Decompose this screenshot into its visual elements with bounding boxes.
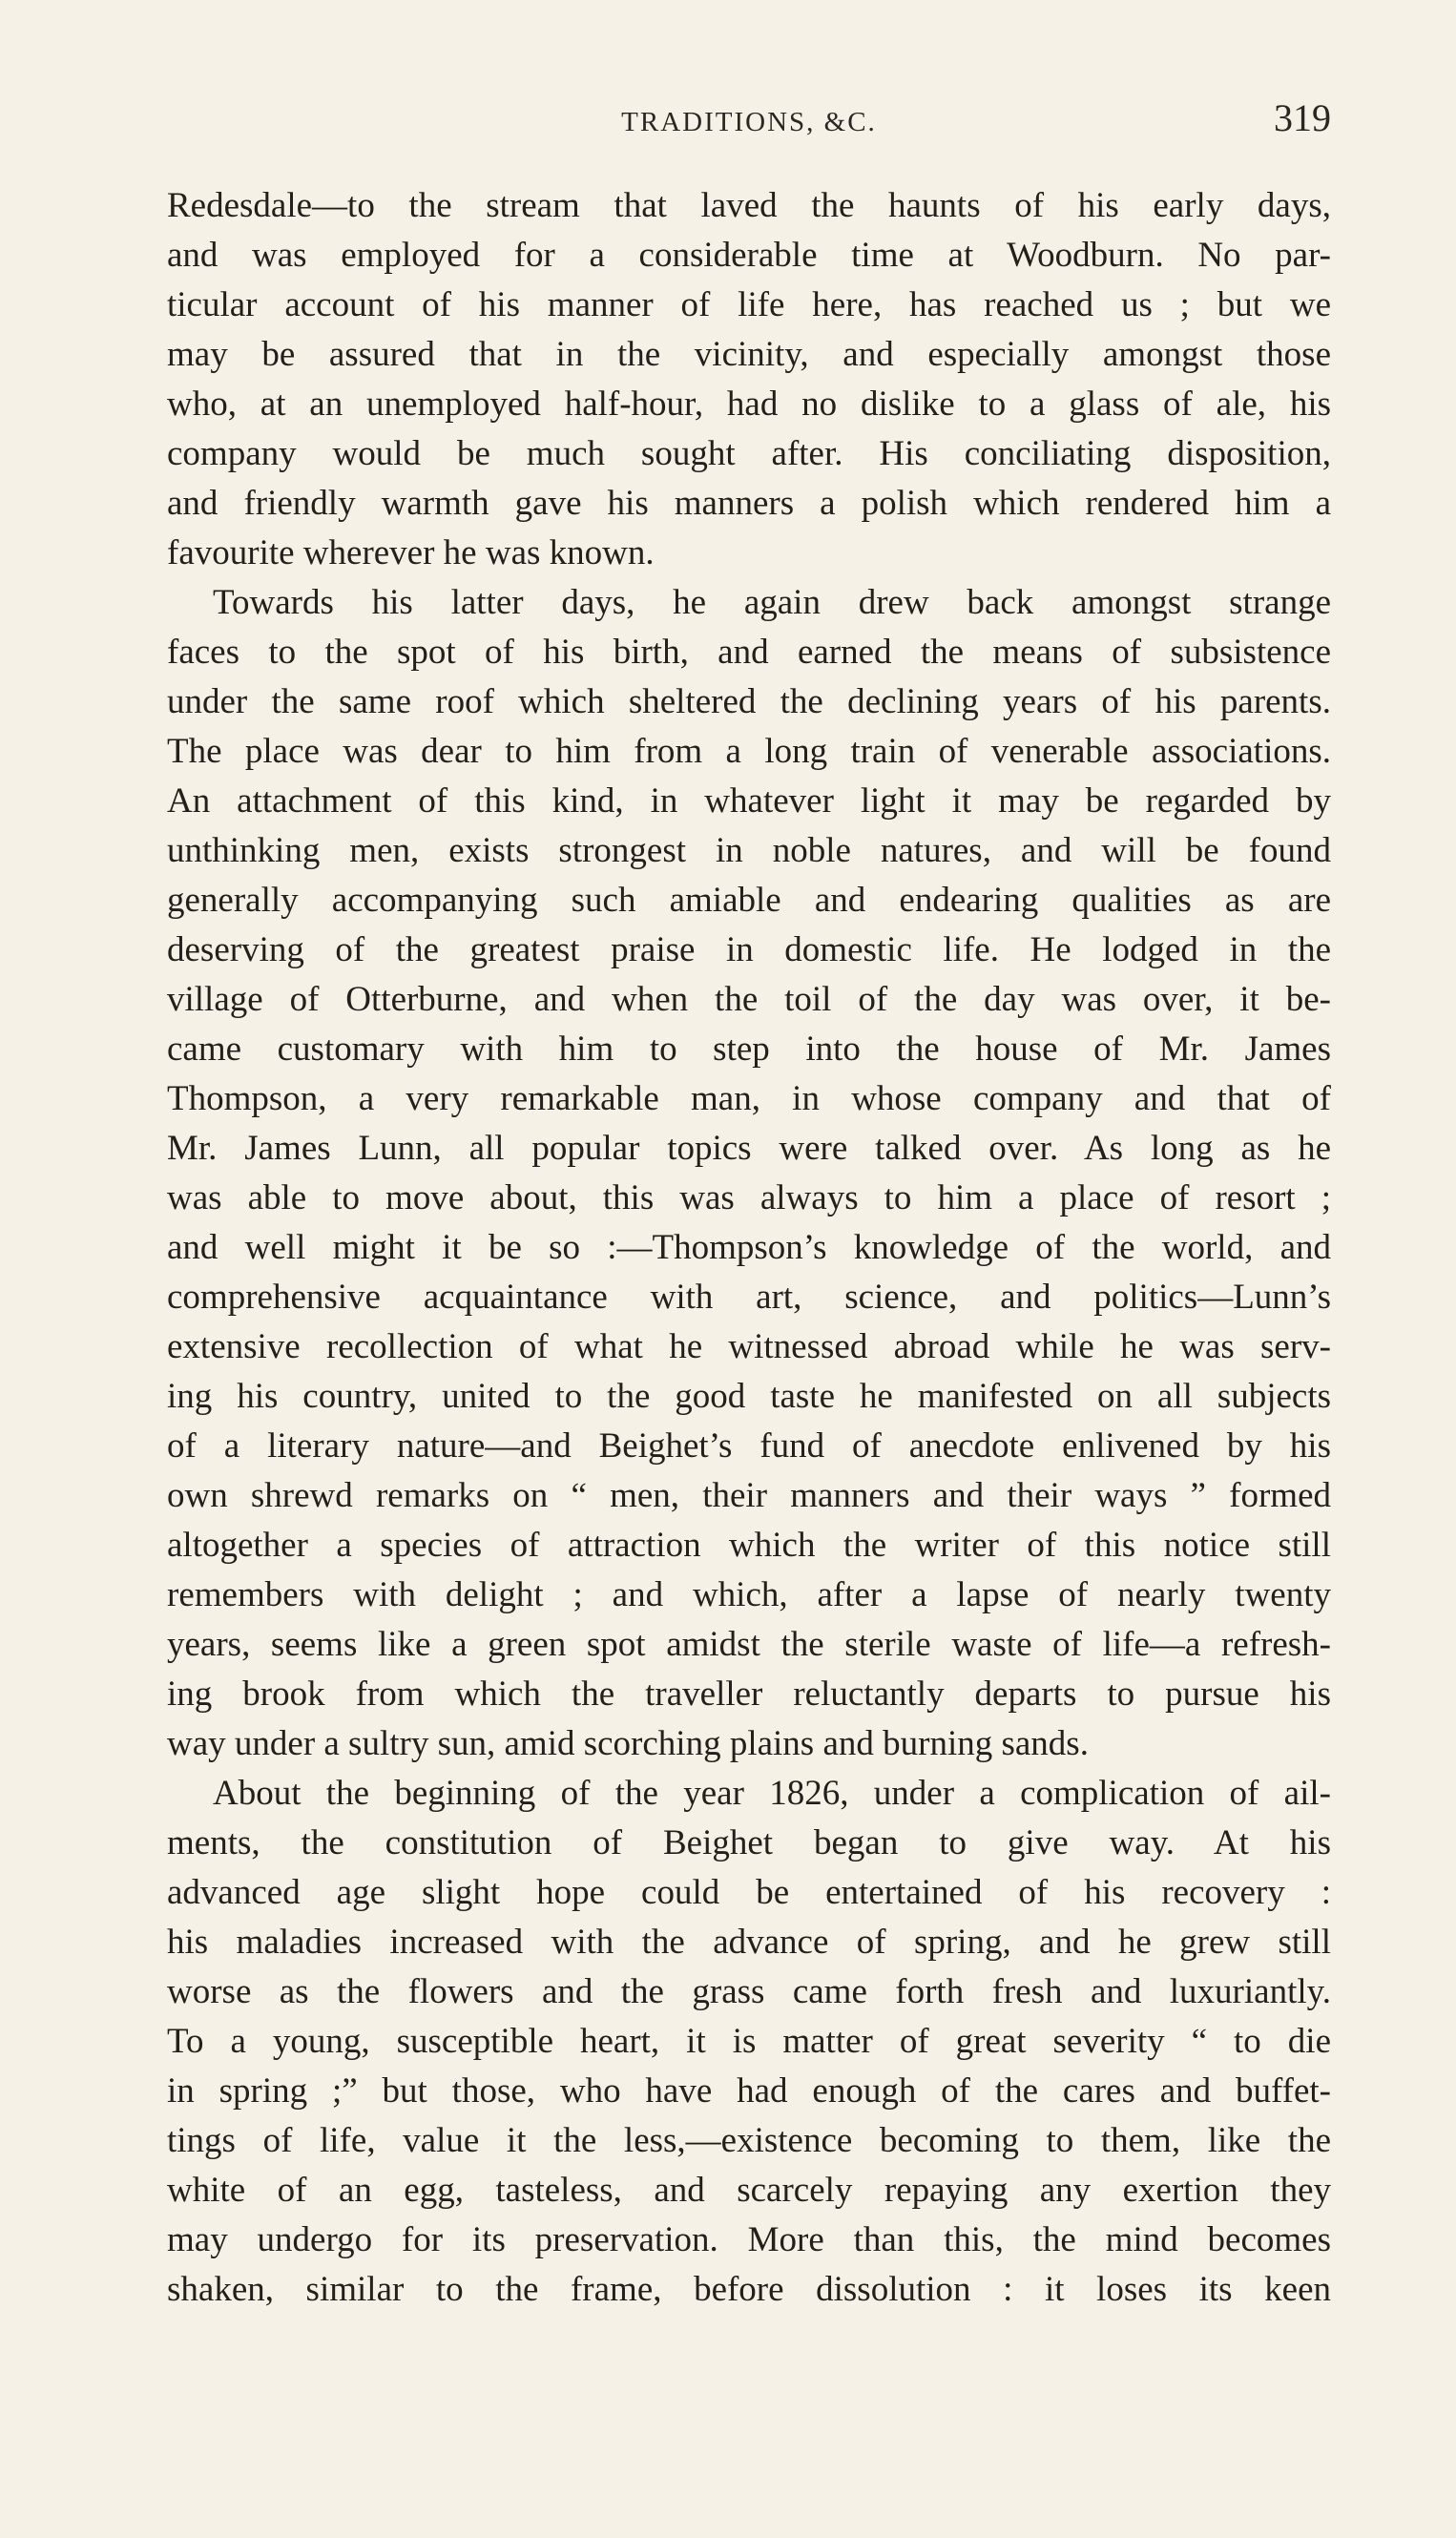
text-line: was able to move about, this was always to him a place of resort ; xyxy=(167,1178,1331,1217)
text-line: his maladies increased with the advance of spring, and he grew still xyxy=(167,1923,1331,1962)
text-line: worse as the flowers and the grass came forth fresh and luxuriantly. xyxy=(167,1972,1331,2011)
text-line: extensive recollection of what he witnessed abroad while he was serv- xyxy=(167,1327,1331,1366)
text-line: ing his country, united to the good taste he manifested on all subjects xyxy=(167,1377,1331,1416)
text-line: own shrewd remarks on “ men, their manners and their ways ” formed xyxy=(167,1476,1331,1515)
text-line: years, seems like a green spot amidst the sterile waste of life—a refresh- xyxy=(167,1625,1331,1664)
text-line: and friendly warmth gave his manners a polish which rendered him a xyxy=(167,484,1331,523)
text-line: village of Otterburne, and when the toil of the day was over, it be- xyxy=(167,980,1331,1019)
text-line: Thompson, a very remarkable man, in whose company and that of xyxy=(167,1079,1331,1118)
text-line: comprehensive acquaintance with art, science, and politics—Lunn’s xyxy=(167,1278,1331,1317)
text-line: of a literary nature—and Beighet’s fund of anecdote enlivened by his xyxy=(167,1426,1331,1466)
paragraph xyxy=(167,578,1331,1769)
text-line: company would be much sought after. His conciliating disposition, xyxy=(167,434,1331,473)
text-line: The place was dear to him from a long train of venerable associations. xyxy=(167,732,1331,771)
text-line: remembers with delight ; and which, after a lapse of nearly twenty xyxy=(167,1575,1331,1614)
text-line: and well might it be so :—Thompson’s knowledge of the world, and xyxy=(167,1228,1331,1267)
running-head xyxy=(167,95,1331,153)
text-line: deserving of the greatest praise in domestic life. He lodged in the xyxy=(167,930,1331,969)
text-line: About the beginning of the year 1826, under a complication of ail- xyxy=(213,1774,1331,1813)
text-line: altogether a species of attraction which the writer of this notice still xyxy=(167,1526,1331,1565)
text-line: under the same roof which sheltered the declining years of his parents. xyxy=(167,682,1331,721)
text-line: unthinking men, exists strongest in noble natures, and will be found xyxy=(167,831,1331,870)
text-line: may be assured that in the vicinity, and especially amongst those xyxy=(167,335,1331,374)
text-line: tings of life, value it the less,—existence becoming to them, like the xyxy=(167,2121,1331,2160)
body-text xyxy=(167,181,1331,2315)
page-number: 319 xyxy=(1274,96,1331,139)
text-line: Mr. James Lunn, all popular topics were talked over. As long as he xyxy=(167,1129,1331,1168)
text-line: advanced age slight hope could be entertained of his recovery : xyxy=(167,1873,1331,1912)
text-line: Redesdale—to the stream that laved the haunts of his early days, xyxy=(167,186,1331,225)
text-line: faces to the spot of his birth, and earned the means of subsistence xyxy=(167,633,1331,672)
text-line: generally accompanying such amiable and endearing qualities as are xyxy=(167,881,1331,920)
text-line: white of an egg, tasteless, and scarcely repaying any exertion they xyxy=(167,2171,1331,2210)
text-line: came customary with him to step into the house of Mr. James xyxy=(167,1030,1331,1069)
running-title: TRADITIONS, &C. xyxy=(621,107,877,137)
text-line: ticular account of his manner of life here, has reached us ; but we xyxy=(167,285,1331,324)
text-line: may undergo for its preservation. More than this, the mind becomes xyxy=(167,2220,1331,2259)
text-line: in spring ;” but those, who have had enough of the cares and buffet- xyxy=(167,2071,1331,2111)
text-line: An attachment of this kind, in whatever light it may be regarded by xyxy=(167,781,1331,821)
text-line: Towards his latter days, he again drew back amongst strange xyxy=(213,583,1331,622)
text-line: who, at an unemployed half-hour, had no dislike to a glass of ale, his xyxy=(167,385,1331,424)
paragraph xyxy=(167,181,1331,578)
text-line: shaken, similar to the frame, before dissolution : it loses its keen xyxy=(167,2270,1331,2309)
paragraph xyxy=(167,1769,1331,2315)
text-line: ments, the constitution of Beighet began to give way. At his xyxy=(167,1823,1331,1862)
text-line: way under a sultry sun, amid scorching plains and burning sands. xyxy=(167,1724,1089,1763)
text-line: and was employed for a considerable time at Woodburn. No par- xyxy=(167,236,1331,275)
text-line: To a young, susceptible heart, it is matter of great severity “ to die xyxy=(167,2022,1331,2061)
text-line: favourite wherever he was known. xyxy=(167,533,655,572)
text-line: ing brook from which the traveller reluctantly departs to pursue his xyxy=(167,1675,1331,1714)
